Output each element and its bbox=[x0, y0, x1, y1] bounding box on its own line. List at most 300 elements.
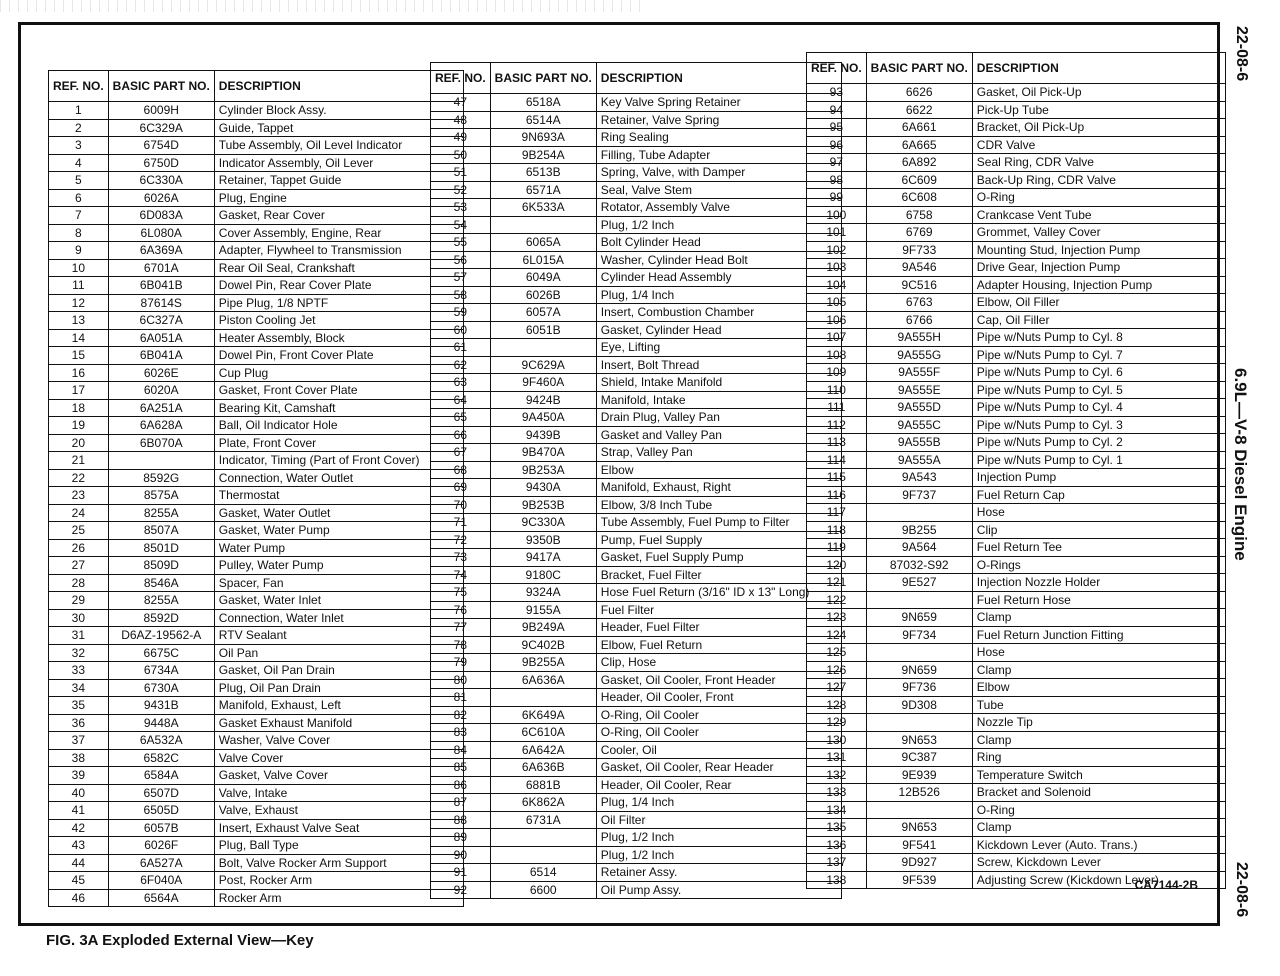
table-row bbox=[431, 689, 842, 707]
ref-number: 6 bbox=[49, 189, 109, 207]
table-row bbox=[431, 776, 842, 794]
ref-number: 130 bbox=[807, 731, 867, 749]
basic-part-number bbox=[490, 846, 596, 864]
ref-number: 95 bbox=[807, 119, 867, 137]
description: Clip, Hose bbox=[596, 654, 841, 672]
basic-part-number: 6730A bbox=[108, 679, 214, 697]
basic-part-number: 6584A bbox=[108, 767, 214, 785]
ref-number: 38 bbox=[49, 749, 109, 767]
ref-number: 12 bbox=[49, 294, 109, 312]
description: Plug, 1/2 Inch bbox=[596, 829, 841, 847]
description: Adjusting Screw (Kickdown Lever) bbox=[972, 871, 1225, 889]
table-row bbox=[49, 469, 464, 487]
description: Valve Cover bbox=[214, 749, 463, 767]
ref-number: 70 bbox=[431, 496, 491, 514]
ref-number: 13 bbox=[49, 312, 109, 330]
description: O-Ring bbox=[972, 189, 1225, 207]
table-row bbox=[807, 574, 1226, 592]
basic-part-number: 9F539 bbox=[866, 871, 972, 889]
description: Bolt Cylinder Head bbox=[596, 234, 841, 252]
table-row bbox=[49, 259, 464, 277]
description: Retainer Assy. bbox=[596, 864, 841, 882]
table-row bbox=[807, 364, 1226, 382]
description: Ring Sealing bbox=[596, 129, 841, 147]
basic-part-number bbox=[490, 216, 596, 234]
description: Mounting Stud, Injection Pump bbox=[972, 241, 1225, 259]
ref-number: 45 bbox=[49, 872, 109, 890]
description: Fuel Return Hose bbox=[972, 591, 1225, 609]
table-row bbox=[49, 172, 464, 190]
description: Cap, Oil Filler bbox=[972, 311, 1225, 329]
table-row bbox=[807, 731, 1226, 749]
ref-number: 1 bbox=[49, 102, 109, 120]
table-row bbox=[49, 574, 464, 592]
table-row bbox=[807, 171, 1226, 189]
description: Pump, Fuel Supply bbox=[596, 531, 841, 549]
table-row bbox=[431, 164, 842, 182]
description: Plug, 1/4 Inch bbox=[596, 286, 841, 304]
basic-part-number: 6514A bbox=[490, 111, 596, 129]
table-row bbox=[431, 461, 842, 479]
ref-number: 14 bbox=[49, 329, 109, 347]
ref-number: 78 bbox=[431, 636, 491, 654]
table-row bbox=[431, 111, 842, 129]
ref-number: 21 bbox=[49, 452, 109, 470]
ref-number: 129 bbox=[807, 714, 867, 732]
basic-part-number: 9324A bbox=[490, 584, 596, 602]
description: Cooler, Oil bbox=[596, 741, 841, 759]
basic-part-number: 9D308 bbox=[866, 696, 972, 714]
basic-part-number: D6AZ-19562-A bbox=[108, 627, 214, 645]
ref-number: 133 bbox=[807, 784, 867, 802]
ref-number: 66 bbox=[431, 426, 491, 444]
table-row bbox=[49, 662, 464, 680]
ref-number: 100 bbox=[807, 206, 867, 224]
ref-number: 135 bbox=[807, 819, 867, 837]
basic-part-number: 87614S bbox=[108, 294, 214, 312]
description: Gasket, Oil Pick-Up bbox=[972, 84, 1225, 102]
description: Indicator Assembly, Oil Lever bbox=[214, 154, 463, 172]
basic-part-number: 9C629A bbox=[490, 356, 596, 374]
description: Bearing Kit, Camshaft bbox=[214, 399, 463, 417]
description: Insert, Exhaust Valve Seat bbox=[214, 819, 463, 837]
table-row bbox=[431, 636, 842, 654]
basic-part-header: BASIC PART NO. bbox=[866, 53, 972, 84]
ref-number: 112 bbox=[807, 416, 867, 434]
table-row bbox=[49, 154, 464, 172]
table-row bbox=[431, 846, 842, 864]
description: Screw, Kickdown Lever bbox=[972, 854, 1225, 872]
basic-part-number bbox=[866, 591, 972, 609]
description: Oil Pump Assy. bbox=[596, 881, 841, 899]
basic-part-number: 6057B bbox=[108, 819, 214, 837]
ref-number: 17 bbox=[49, 382, 109, 400]
table-row bbox=[807, 101, 1226, 119]
description: Injection Nozzle Holder bbox=[972, 574, 1225, 592]
basic-part-number: 9431B bbox=[108, 697, 214, 715]
ref-number: 15 bbox=[49, 347, 109, 365]
ref-number: 86 bbox=[431, 776, 491, 794]
basic-part-number: 6K533A bbox=[490, 199, 596, 217]
basic-part-number: 6A051A bbox=[108, 329, 214, 347]
ref-number: 20 bbox=[49, 434, 109, 452]
ref-number: 27 bbox=[49, 557, 109, 575]
table-row bbox=[807, 469, 1226, 487]
basic-part-number: 6051B bbox=[490, 321, 596, 339]
description: Elbow bbox=[596, 461, 841, 479]
table-row bbox=[49, 627, 464, 645]
table-row bbox=[49, 557, 464, 575]
table-row bbox=[431, 514, 842, 532]
description: Injection Pump bbox=[972, 469, 1225, 487]
ref-number: 19 bbox=[49, 417, 109, 435]
description: Adapter Housing, Injection Pump bbox=[972, 276, 1225, 294]
ref-number: 91 bbox=[431, 864, 491, 882]
description: O-Rings bbox=[972, 556, 1225, 574]
ref-number: 49 bbox=[431, 129, 491, 147]
table-row bbox=[807, 276, 1226, 294]
table-row bbox=[807, 311, 1226, 329]
table-row bbox=[431, 601, 842, 619]
ref-number: 102 bbox=[807, 241, 867, 259]
description: Key Valve Spring Retainer bbox=[596, 94, 841, 112]
ref-number: 122 bbox=[807, 591, 867, 609]
ref-number: 88 bbox=[431, 811, 491, 829]
ref-number: 48 bbox=[431, 111, 491, 129]
ref-number: 79 bbox=[431, 654, 491, 672]
description: Elbow, Fuel Return bbox=[596, 636, 841, 654]
ref-number: 137 bbox=[807, 854, 867, 872]
table-row bbox=[807, 294, 1226, 312]
basic-part-number: 9155A bbox=[490, 601, 596, 619]
description: Plug, Oil Pan Drain bbox=[214, 679, 463, 697]
ref-number: 44 bbox=[49, 854, 109, 872]
description: Drive Gear, Injection Pump bbox=[972, 259, 1225, 277]
ref-number: 128 bbox=[807, 696, 867, 714]
table-row bbox=[431, 234, 842, 252]
table-row bbox=[49, 487, 464, 505]
ref-number: 57 bbox=[431, 269, 491, 287]
table-row bbox=[431, 724, 842, 742]
ref-number: 75 bbox=[431, 584, 491, 602]
table-row bbox=[807, 661, 1226, 679]
basic-part-number: 6750D bbox=[108, 154, 214, 172]
ref-number: 82 bbox=[431, 706, 491, 724]
description: Pipe w/Nuts Pump to Cyl. 1 bbox=[972, 451, 1225, 469]
description: Manifold, Intake bbox=[596, 391, 841, 409]
description: Tube Assembly, Fuel Pump to Filter bbox=[596, 514, 841, 532]
basic-part-number: 9430A bbox=[490, 479, 596, 497]
basic-part-header: BASIC PART NO. bbox=[490, 63, 596, 94]
ref-number: 110 bbox=[807, 381, 867, 399]
ref-number: 90 bbox=[431, 846, 491, 864]
description: Dowel Pin, Rear Cover Plate bbox=[214, 277, 463, 295]
basic-part-number: 6C327A bbox=[108, 312, 214, 330]
description: Oil Pan bbox=[214, 644, 463, 662]
basic-part-number: 9F737 bbox=[866, 486, 972, 504]
description: Clamp bbox=[972, 731, 1225, 749]
ref-number: 120 bbox=[807, 556, 867, 574]
description: Cylinder Block Assy. bbox=[214, 102, 463, 120]
basic-part-number bbox=[108, 452, 214, 470]
table-row bbox=[431, 671, 842, 689]
table-row bbox=[49, 802, 464, 820]
ref-number: 138 bbox=[807, 871, 867, 889]
table-row bbox=[49, 784, 464, 802]
table-row bbox=[49, 277, 464, 295]
ref-number: 29 bbox=[49, 592, 109, 610]
ref-number: 24 bbox=[49, 504, 109, 522]
basic-part-number: 6513B bbox=[490, 164, 596, 182]
table-row bbox=[49, 189, 464, 207]
parts-table-2 bbox=[430, 62, 842, 899]
basic-part-number: 9N659 bbox=[866, 661, 972, 679]
table-row bbox=[807, 434, 1226, 452]
description: O-Ring, Oil Cooler bbox=[596, 724, 841, 742]
table-row bbox=[807, 154, 1226, 172]
basic-part-number: 6A369A bbox=[108, 242, 214, 260]
table-row bbox=[49, 242, 464, 260]
basic-part-number: 8507A bbox=[108, 522, 214, 540]
description: Rocker Arm bbox=[214, 889, 463, 907]
ref-number: 33 bbox=[49, 662, 109, 680]
description: Hose bbox=[972, 644, 1225, 662]
ref-number: 136 bbox=[807, 836, 867, 854]
ref-number: 64 bbox=[431, 391, 491, 409]
ref-number: 84 bbox=[431, 741, 491, 759]
description: Fuel Return Junction Fitting bbox=[972, 626, 1225, 644]
basic-part-number: 6582C bbox=[108, 749, 214, 767]
table-row bbox=[807, 679, 1226, 697]
table-row bbox=[431, 619, 842, 637]
table-row bbox=[49, 854, 464, 872]
description: RTV Sealant bbox=[214, 627, 463, 645]
scan-artifact bbox=[0, 0, 640, 12]
description: Pulley, Water Pump bbox=[214, 557, 463, 575]
ref-number: 8 bbox=[49, 224, 109, 242]
description: Manifold, Exhaust, Right bbox=[596, 479, 841, 497]
description: Gasket, Oil Pan Drain bbox=[214, 662, 463, 680]
page-number-bottom: 22-08-6 bbox=[1233, 862, 1250, 918]
table-row bbox=[807, 189, 1226, 207]
basic-part-number: 87032-S92 bbox=[866, 556, 972, 574]
basic-part-number: 6754D bbox=[108, 137, 214, 155]
basic-part-number: 9B255A bbox=[490, 654, 596, 672]
basic-part-number: 9D927 bbox=[866, 854, 972, 872]
table-row bbox=[49, 294, 464, 312]
description: Bracket, Fuel Filter bbox=[596, 566, 841, 584]
table-row bbox=[49, 364, 464, 382]
table-row bbox=[431, 706, 842, 724]
table-row bbox=[431, 146, 842, 164]
basic-part-number: 9417A bbox=[490, 549, 596, 567]
table-row bbox=[431, 444, 842, 462]
description: Indicator, Timing (Part of Front Cover) bbox=[214, 452, 463, 470]
ref-number: 30 bbox=[49, 609, 109, 627]
table-row bbox=[431, 496, 842, 514]
table-row bbox=[807, 696, 1226, 714]
basic-part-number: 6L015A bbox=[490, 251, 596, 269]
ref-number: 32 bbox=[49, 644, 109, 662]
ref-number: 63 bbox=[431, 374, 491, 392]
table-row bbox=[807, 416, 1226, 434]
description: Bracket, Oil Pick-Up bbox=[972, 119, 1225, 137]
description: Gasket, Water Inlet bbox=[214, 592, 463, 610]
basic-part-number bbox=[490, 339, 596, 357]
ref-number: 97 bbox=[807, 154, 867, 172]
description: Rear Oil Seal, Crankshaft bbox=[214, 259, 463, 277]
description: Retainer, Valve Spring bbox=[596, 111, 841, 129]
ref-number: 73 bbox=[431, 549, 491, 567]
basic-part-number: 9180C bbox=[490, 566, 596, 584]
ref-number: 23 bbox=[49, 487, 109, 505]
table-row bbox=[49, 417, 464, 435]
ref-header: REF. NO. bbox=[807, 53, 867, 84]
description: Crankcase Vent Tube bbox=[972, 206, 1225, 224]
ref-number: 94 bbox=[807, 101, 867, 119]
basic-part-number: 6A636B bbox=[490, 759, 596, 777]
basic-part-header: BASIC PART NO. bbox=[108, 71, 214, 102]
ref-number: 116 bbox=[807, 486, 867, 504]
ref-number: 53 bbox=[431, 199, 491, 217]
table-row bbox=[807, 801, 1226, 819]
ref-number: 113 bbox=[807, 434, 867, 452]
description: Pipe w/Nuts Pump to Cyl. 6 bbox=[972, 364, 1225, 382]
description: Pipe w/Nuts Pump to Cyl. 8 bbox=[972, 329, 1225, 347]
table-row bbox=[807, 381, 1226, 399]
basic-part-number: 8255A bbox=[108, 504, 214, 522]
table-row bbox=[431, 374, 842, 392]
description: Plate, Front Cover bbox=[214, 434, 463, 452]
basic-part-number: 8509D bbox=[108, 557, 214, 575]
basic-part-number: 9E939 bbox=[866, 766, 972, 784]
description: Temperature Switch bbox=[972, 766, 1225, 784]
ref-number: 93 bbox=[807, 84, 867, 102]
table-row bbox=[807, 486, 1226, 504]
ref-number: 41 bbox=[49, 802, 109, 820]
ref-number: 106 bbox=[807, 311, 867, 329]
basic-part-number: 9C516 bbox=[866, 276, 972, 294]
description: Gasket, Fuel Supply Pump bbox=[596, 549, 841, 567]
parts-table-1 bbox=[48, 70, 464, 907]
ref-number: 65 bbox=[431, 409, 491, 427]
description: Elbow, Oil Filler bbox=[972, 294, 1225, 312]
description: Plug, 1/4 Inch bbox=[596, 794, 841, 812]
table-row bbox=[431, 216, 842, 234]
basic-part-number: 6881B bbox=[490, 776, 596, 794]
basic-part-number: 9F736 bbox=[866, 679, 972, 697]
description: Washer, Valve Cover bbox=[214, 732, 463, 750]
ref-number: 131 bbox=[807, 749, 867, 767]
description: Cylinder Head Assembly bbox=[596, 269, 841, 287]
basic-part-number: 6A665 bbox=[866, 136, 972, 154]
description: Header, Oil Cooler, Front bbox=[596, 689, 841, 707]
ref-number: 39 bbox=[49, 767, 109, 785]
table-row bbox=[807, 591, 1226, 609]
ref-number: 46 bbox=[49, 889, 109, 907]
ref-number: 114 bbox=[807, 451, 867, 469]
description: Gasket and Valley Pan bbox=[596, 426, 841, 444]
ref-number: 69 bbox=[431, 479, 491, 497]
table-row bbox=[49, 732, 464, 750]
table-row bbox=[431, 829, 842, 847]
ref-number: 68 bbox=[431, 461, 491, 479]
ref-number: 18 bbox=[49, 399, 109, 417]
description: Strap, Valley Pan bbox=[596, 444, 841, 462]
description: Spacer, Fan bbox=[214, 574, 463, 592]
description: Valve, Exhaust bbox=[214, 802, 463, 820]
basic-part-number: 9A564 bbox=[866, 539, 972, 557]
basic-part-number: 6758 bbox=[866, 206, 972, 224]
table-row bbox=[431, 654, 842, 672]
ref-number: 36 bbox=[49, 714, 109, 732]
basic-part-number: 6C609 bbox=[866, 171, 972, 189]
basic-part-number: 6009H bbox=[108, 102, 214, 120]
ref-number: 61 bbox=[431, 339, 491, 357]
ref-number: 121 bbox=[807, 574, 867, 592]
figure-caption: FIG. 3A Exploded External View—Key bbox=[46, 932, 314, 949]
table-row bbox=[49, 539, 464, 557]
ref-number: 72 bbox=[431, 531, 491, 549]
table-row bbox=[807, 346, 1226, 364]
table-row bbox=[431, 391, 842, 409]
ref-number: 107 bbox=[807, 329, 867, 347]
ref-number: 67 bbox=[431, 444, 491, 462]
basic-part-number bbox=[866, 644, 972, 662]
ref-number: 87 bbox=[431, 794, 491, 812]
basic-part-number: 9439B bbox=[490, 426, 596, 444]
table-row bbox=[431, 339, 842, 357]
description: Gasket, Valve Cover bbox=[214, 767, 463, 785]
description: Adapter, Flywheel to Transmission bbox=[214, 242, 463, 260]
ref-number: 74 bbox=[431, 566, 491, 584]
description: Gasket, Water Pump bbox=[214, 522, 463, 540]
description: Gasket, Oil Cooler, Front Header bbox=[596, 671, 841, 689]
ref-number: 108 bbox=[807, 346, 867, 364]
description: Dowel Pin, Front Cover Plate bbox=[214, 347, 463, 365]
table-row bbox=[807, 766, 1226, 784]
description: Plug, Engine bbox=[214, 189, 463, 207]
ref-number: 28 bbox=[49, 574, 109, 592]
basic-part-number: 9B249A bbox=[490, 619, 596, 637]
basic-part-number: 9C387 bbox=[866, 749, 972, 767]
description: Pipe w/Nuts Pump to Cyl. 7 bbox=[972, 346, 1225, 364]
ref-number: 7 bbox=[49, 207, 109, 225]
ref-number: 115 bbox=[807, 469, 867, 487]
table-row bbox=[807, 819, 1226, 837]
description: Gasket, Water Outlet bbox=[214, 504, 463, 522]
basic-part-number: 9A555F bbox=[866, 364, 972, 382]
ref-number: 132 bbox=[807, 766, 867, 784]
table-row bbox=[431, 409, 842, 427]
table-row bbox=[807, 259, 1226, 277]
ref-number: 2 bbox=[49, 119, 109, 137]
description: Filling, Tube Adapter bbox=[596, 146, 841, 164]
ref-number: 62 bbox=[431, 356, 491, 374]
description: Pipe w/Nuts Pump to Cyl. 4 bbox=[972, 399, 1225, 417]
basic-part-number: 9B253B bbox=[490, 496, 596, 514]
description: Fuel Return Tee bbox=[972, 539, 1225, 557]
basic-part-number: 6731A bbox=[490, 811, 596, 829]
ref-number: 81 bbox=[431, 689, 491, 707]
description: Nozzle Tip bbox=[972, 714, 1225, 732]
ref-number: 42 bbox=[49, 819, 109, 837]
description: Piston Cooling Jet bbox=[214, 312, 463, 330]
basic-part-number: 6C329A bbox=[108, 119, 214, 137]
table-row bbox=[431, 479, 842, 497]
ref-number: 59 bbox=[431, 304, 491, 322]
description: Seal Ring, CDR Valve bbox=[972, 154, 1225, 172]
